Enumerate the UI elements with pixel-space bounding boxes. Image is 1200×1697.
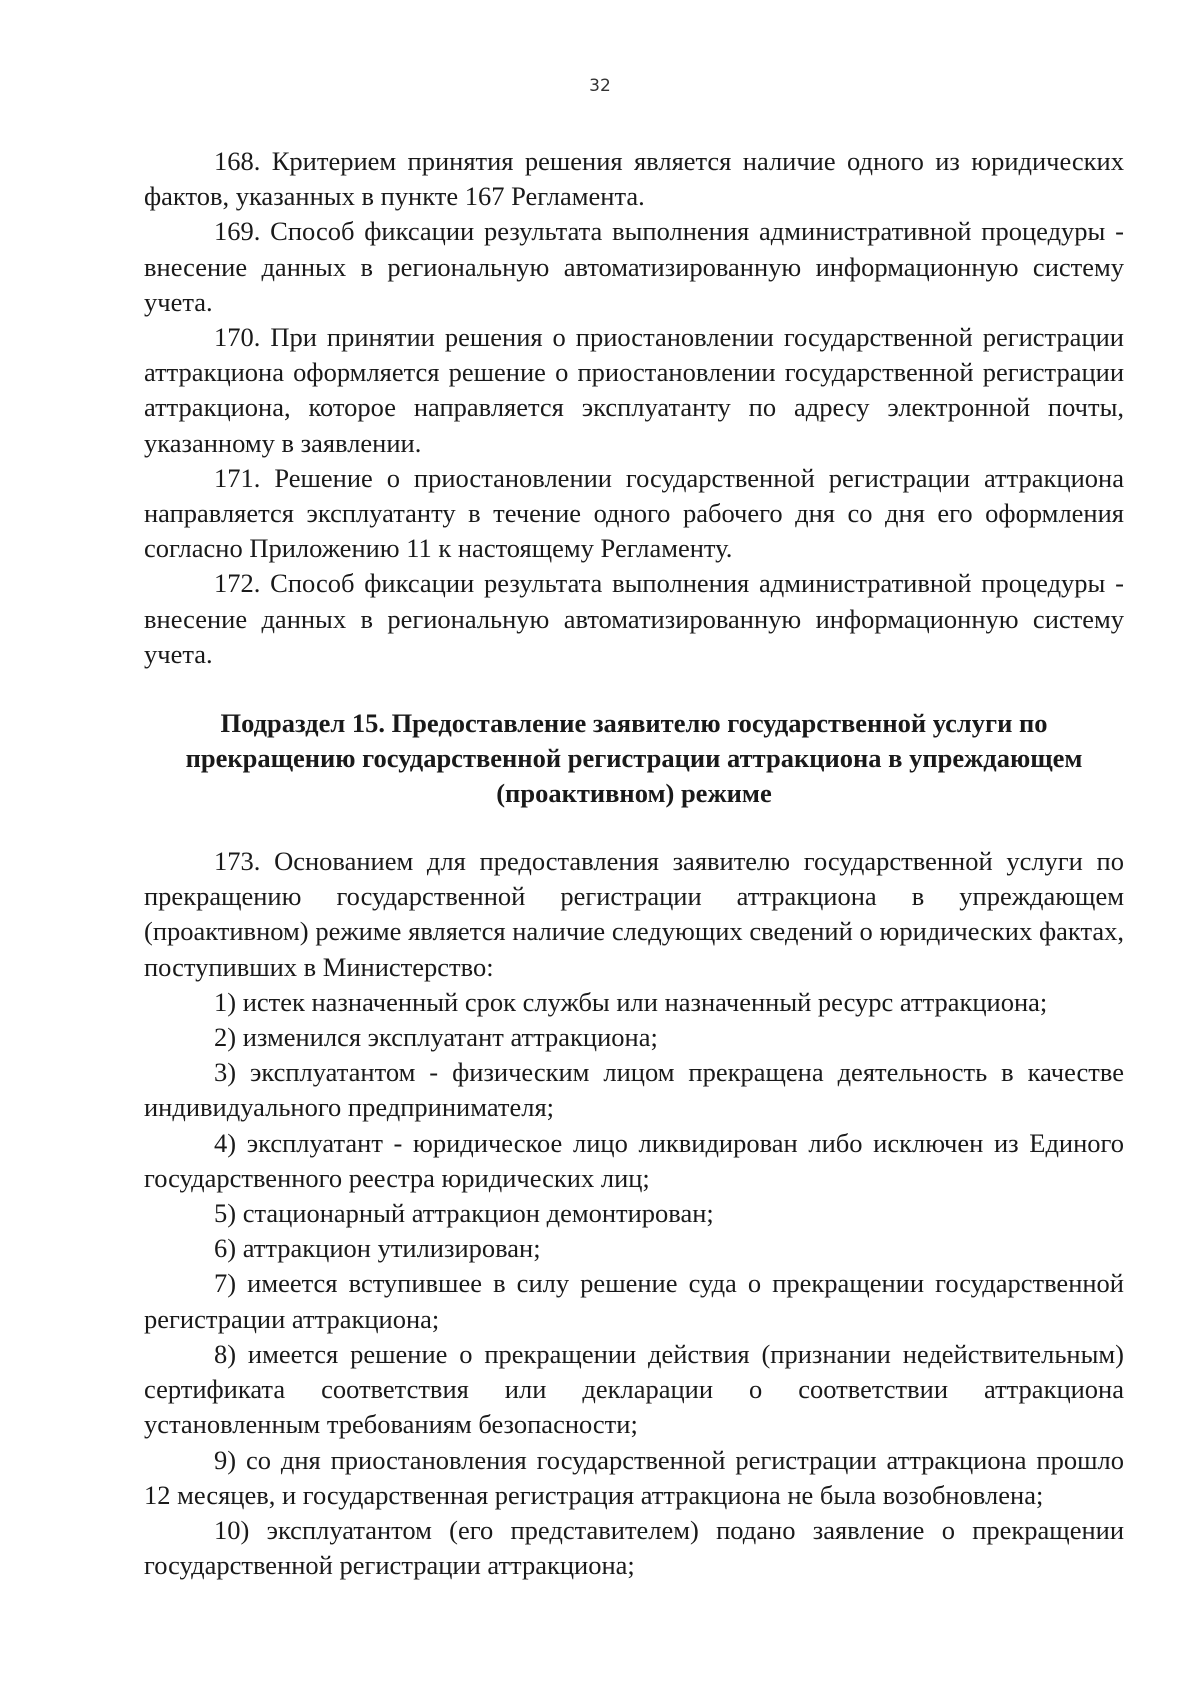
list-item-2: 2) изменился эксплуатант аттракциона; xyxy=(214,1022,658,1053)
list-item-8: 8) имеется решение о прекращении действия (признании недействительным) сертификата соответствия или декларации о соответствии аттракциона установленным требованиям безопасности; xyxy=(144,1338,1124,1440)
list-item-7: 7) имеется вступившее в силу решение суда о прекращении государственной регистрации аттракциона; xyxy=(144,1268,1124,1334)
paragraph-168: 168. Критерием принятия решения является наличие одного из юридических фактов, указанных в пункте 167 Регламента. xyxy=(144,146,1124,212)
paragraph-169: 169. Способ фиксации результата выполнения административной процедуры - внесение данных в региональную автоматизированную информационную систему учета. xyxy=(144,216,1124,317)
paragraph-171: 171. Решение о приостановлении государственной регистрации аттракциона направляется эксплуатанту в течение одного рабочего дня со дня его оформления согласно Приложению 11 к настоящему Регламенту. xyxy=(144,462,1124,564)
list-item-6: 6) аттракцион утилизирован; xyxy=(214,1233,541,1264)
list-item-5: 5) стационарный аттракцион демонтирован; xyxy=(214,1198,714,1229)
paragraph-170: 170. При принятии решения о приостановлении государственной регистрации аттракциона оформляется решение о приостановлении государственной регистрации аттракциона, которое направляется эксплуатанту по адресу электронной почты, указанному в заявлении. xyxy=(144,322,1124,458)
list-item-1: 1) истек назначенный срок службы или назначенный ресурс аттракциона; xyxy=(214,986,1048,1017)
document-body xyxy=(144,144,1124,1583)
list-item-9: 9) со дня приостановления государственной регистрации аттракциона прошло 12 месяцев, и государственная регистрация аттракциона не была возобновлена; xyxy=(144,1444,1124,1510)
paragraph-173: 173. Основанием для предоставления заявителю государственной услуги по прекращению государственной регистрации аттракциона в упреждающем (проактивном) режиме является наличие следующих сведений о юридических фактах, поступивших в Министерство: xyxy=(144,846,1124,982)
list-item-4: 4) эксплуатант - юридическое лицо ликвидирован либо исключен из Единого государственного реестра юридических лиц; xyxy=(144,1127,1124,1193)
section-heading: Подраздел 15. Предоставление заявителю государственной услуги по прекращению государственной регистрации аттракциона в упреждающем (проактивном) режиме xyxy=(185,708,1083,809)
page-number: 32 xyxy=(589,76,611,96)
list-item-10: 10) эксплуатантом (его представителем) подано заявление о прекращении государственной регистрации аттракциона; xyxy=(144,1514,1124,1581)
list-item-3: 3) эксплуатантом - физическим лицом прекращена деятельность в качестве индивидуального предпринимателя; xyxy=(144,1057,1124,1123)
paragraph-172: 172. Способ фиксации результата выполнения административной процедуры - внесение данных в региональную автоматизированную информационную систему учета. xyxy=(144,568,1124,669)
